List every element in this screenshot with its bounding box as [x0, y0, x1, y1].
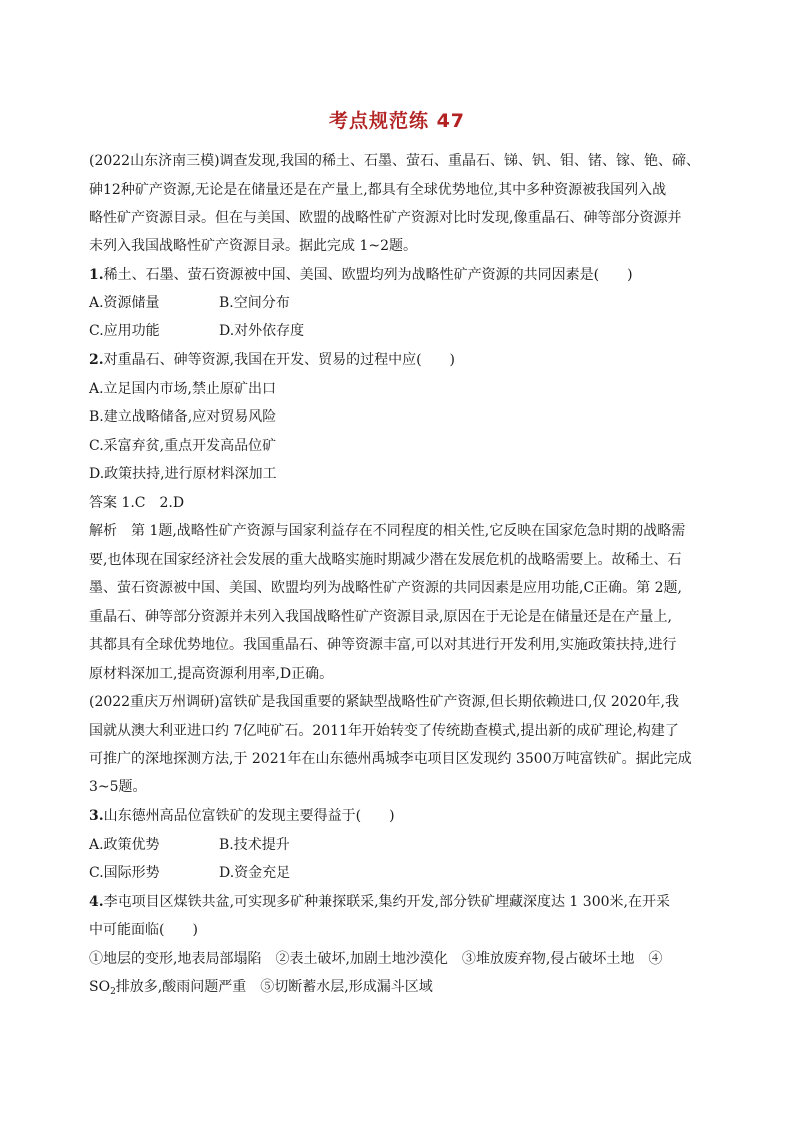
- question-1-option-d: D.对外依存度: [219, 323, 305, 339]
- question-4: [89, 892, 670, 912]
- question-1-text: 稀土、石墨、萤石资源被中国、美国、欧盟均列为战略性矿产资源的共同因素是( ): [103, 267, 633, 283]
- analysis-1-line-4: 重晶石、砷等部分资源并未列入我国战略性矿产资源目录,原因在于无论是在储量还是在产量上,: [89, 609, 672, 625]
- question-1-option-b: B.空间分布: [219, 295, 290, 311]
- question-3-option-d: D.资金充足: [219, 865, 291, 881]
- question-3-options-row-2: [89, 863, 489, 883]
- material-1-line-2: 砷12种矿产资源,无论是在储量还是在产量上,都具有全球优势地位,其中多种资源被我国列入战: [89, 182, 667, 198]
- question-2-text: 对重晶石、砷等资源,我国在开发、贸易的过程中应( ): [103, 352, 455, 368]
- question-2-number: 2.: [89, 352, 104, 368]
- analysis-1-line-3: 墨、萤石资源被中国、美国、欧盟均列为战略性矿产资源的共同因素是应用功能,C正确。第 2题,: [89, 580, 682, 596]
- material-2-line-2: 国就从澳大利亚进口约 7亿吨矿石。2011年开始转变了传统勘查模式,提出新的成矿理论,构建了: [89, 723, 679, 739]
- analysis-1-line-5: 其都具有全球优势地位。我国重晶石、砷等资源丰富,可以对其进行开发利用,实施政策扶持,进行: [89, 637, 677, 653]
- material-1-line-1: (2022山东济南三模)调查发现,我国的稀土、石墨、萤石、重晶石、锑、钒、钼、锗、镓、铯、碲、: [89, 153, 701, 169]
- question-2-option-c: C.采富弃贫,重点开发高品位矿: [89, 438, 277, 454]
- question-4-number: 4.: [89, 894, 104, 910]
- material-2-line-1: (2022重庆万州调研)富铁矿是我国重要的紧缺型战略性矿产资源,但长期依赖进口,仅 2020年,我: [89, 694, 679, 710]
- answer-1: 答案 1.C 2.D: [89, 495, 185, 511]
- material-2-line-3: 可推广的深地探测方法,于 2021年在山东德州禹城李屯项目区发现约 3500万吨富铁矿。据此完成: [89, 751, 692, 767]
- material-2-line-4: 3~5题。: [89, 779, 147, 795]
- question-2-option-d: D.政策扶持,进行原材料深加工: [89, 466, 277, 482]
- page-title: 考点规范练 47: [328, 110, 466, 132]
- question-4-items-line-2-text: 排放多,酸雨问题严重 ⑤切断蓄水层,形成漏斗区域: [115, 979, 433, 995]
- question-3: [89, 806, 395, 826]
- question-4-text-line-2: 中可能面临( ): [89, 922, 198, 938]
- material-1-line-4: 未列入我国战略性矿产资源目录。据此完成 1~2题。: [89, 238, 417, 254]
- question-1-options-row-1: [89, 293, 489, 313]
- so2-prefix: SO: [89, 979, 111, 995]
- question-2-option-a: A.立足国内市场,禁止原矿出口: [89, 381, 277, 397]
- question-3-options-row-1: [89, 835, 489, 855]
- question-1-options-row-2: [89, 321, 489, 341]
- question-1: [89, 265, 633, 285]
- question-4-text-line-1: 李屯项目区煤铁共盆,可实现多矿种兼探联采,集约开发,部分铁矿埋藏深度达 1 300米,在开采: [103, 894, 670, 910]
- question-1-number: 1.: [89, 267, 104, 283]
- question-3-number: 3.: [89, 808, 104, 824]
- question-3-text: 山东德州高品位富铁矿的发现主要得益于( ): [103, 808, 395, 824]
- question-3-option-a: A.政策优势: [89, 837, 160, 853]
- question-2: [89, 350, 455, 370]
- analysis-1-line-1: 解析 第 1题,战略性矿产资源与国家利益存在不同程度的相关性,它反映在国家危急时期的战略需: [89, 523, 686, 539]
- document-page: [89, 0, 705, 1123]
- analysis-1-line-6: 原材料深加工,提高资源利用率,D正确。: [89, 666, 334, 682]
- question-1-option-c: C.应用功能: [89, 323, 160, 339]
- analysis-1-line-2: 要,也体现在国家经济社会发展的重大战略实施时期减少潜在发展危机的战略需要上。故稀土、石: [89, 552, 682, 568]
- question-1-option-a: A.资源储量: [89, 295, 160, 311]
- question-2-option-b: B.建立战略储备,应对贸易风险: [89, 409, 277, 425]
- question-4-items-line-1: ①地层的变形,地表局部塌陷 ②表土破坏,加剧土地沙漠化 ③堆放废弃物,侵占破坏土地 ④: [89, 951, 663, 967]
- question-3-option-c: C.国际形势: [89, 865, 160, 881]
- question-4-items-line-2: [89, 977, 433, 1002]
- so2-subscript: 2: [110, 987, 116, 997]
- question-3-option-b: B.技术提升: [219, 837, 290, 853]
- material-1-line-3: 略性矿产资源目录。但在与美国、欧盟的战略性矿产资源对比时发现,像重晶石、砷等部分资源并: [89, 210, 682, 226]
